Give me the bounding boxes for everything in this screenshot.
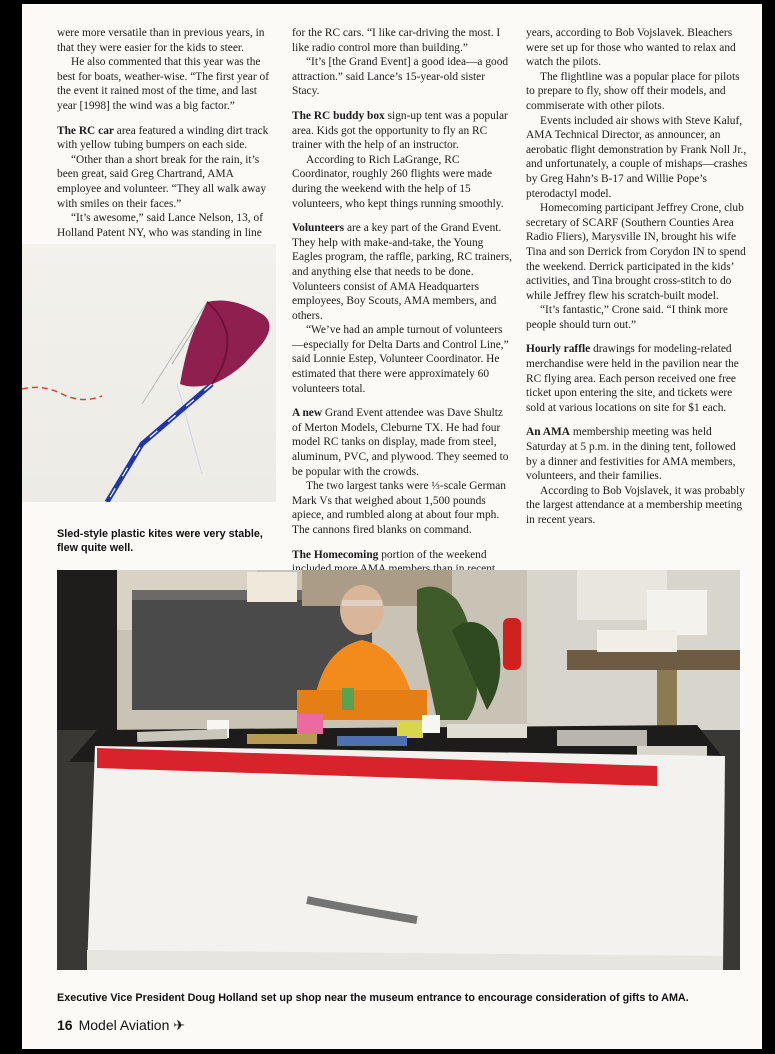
paragraph: years, according to Bob Vojslavek. Bleachers were set up for those who wanted to relax and watch the pilots. bbox=[526, 27, 736, 69]
paragraph: The RC car area featured a winding dirt track with yellow tubing bumpers on each side. bbox=[57, 124, 269, 152]
paragraph: The RC buddy box sign-up tent was a popular area. Kids got the opportunity to fly an RC trainer with the help of an instructor. bbox=[292, 109, 508, 152]
paragraph: The flightline was a popular place for pilots to prepare to fly, show off their models, and commiserate with other pilots. bbox=[526, 70, 740, 112]
paragraph-lead-in: The RC car bbox=[57, 124, 114, 137]
paragraph: According to Bob Vojslavek, it was probably the largest attendance at a membership meeting in recent years. bbox=[526, 484, 745, 526]
paragraph: According to Rich LaGrange, RC Coordinator, roughly 260 flights were made during the weekend with the help of 15 volunteers, who kept things running smoothly. bbox=[292, 153, 504, 210]
magazine-page bbox=[22, 4, 762, 1049]
paragraph-lead-in: The RC buddy box bbox=[292, 109, 385, 122]
paragraph-lead-in: A new bbox=[292, 407, 323, 420]
paragraph: “We’ve had an ample turnout of volunteers—especially for Delta Darts and Control Line,” said Lonnie Estep, Volunteer Coordinator. He estimated that there were approximately 60 volunteers total. bbox=[292, 324, 509, 395]
photo-scene bbox=[57, 570, 740, 970]
paragraph: An AMA membership meeting was held Saturday at 5 p.m. in the dining tent, followed by a dinner and festivities for AMA members, volunteers, and their families. bbox=[526, 426, 736, 483]
paragraph: A new Grand Event attendee was Dave Shultz of Merton Models, Cleburne TX. He had four model RC tanks on display, made from steel, aluminum, PVC, and plywood. They seemed to be popular with the crowds. bbox=[292, 407, 509, 478]
planned-giving-photo bbox=[57, 570, 740, 970]
paragraph: Hourly raffle drawings for modeling-related merchandise were held in the pavilion near the RC flying area. Each person received one free ticket upon entering the site, and tickets were sold at various locations on site for $1 each. bbox=[526, 343, 739, 414]
article-column-2 bbox=[292, 26, 512, 577]
paragraph-lead-in: An AMA bbox=[526, 426, 570, 439]
paragraph: Events included air shows with Steve Kaluf, AMA Technical Director, as announcer, an aerobatic flight demonstration by Frank Noll Jr., and unfortunately, a couple of mishaps—crashes by Greg Hahn’s B-17 and Willie Pope’s pterodactyl model. bbox=[526, 114, 748, 200]
article-column-1 bbox=[57, 26, 277, 240]
paragraph: “It’s [the Grand Event] a good idea—a good attraction.” said Lance’s 15-year-old sister Stacy. bbox=[292, 56, 509, 98]
page-number: 16 bbox=[57, 1017, 73, 1033]
paragraph-lead-in: Volunteers bbox=[292, 222, 345, 235]
kite-photo bbox=[22, 244, 276, 502]
paragraph: were more versatile than in previous years, in that they were easier for the kids to steer. bbox=[57, 27, 265, 54]
paragraph: Homecoming participant Jeffrey Crone, club secretary of SCARF (Southern Counties Area Radio Fliers), Marysville IN, brought his wife Tina and son Derrick from Corydon IN to spend the weekend. Derrick participated in the kids’ activities, and Tina brought cross-stitch to do while Jeffrey flew his scratch-built model. bbox=[526, 202, 746, 302]
airplane-icon: ✈ bbox=[173, 1017, 186, 1033]
paragraph: The two largest tanks were ⅓-scale German Mark Vs that weighed about 1,500 pounds apiece, and rumbled along at about four mph. The cannons fired blanks on command. bbox=[292, 480, 506, 536]
paragraph-lead-in: The Homecoming bbox=[292, 548, 379, 561]
paragraph: He also commented that this year was the best for boats, weather-wise. “The first year of the event it rained most of the time, and last year [1998] the wind was a big factor.” bbox=[57, 56, 269, 112]
magazine-name: Model Aviation bbox=[78, 1017, 170, 1033]
main-photo-caption: Executive Vice President Doug Holland set up shop near the museum entrance to encourage consideration of gifts to AMA. bbox=[57, 992, 689, 1004]
paragraph: “It’s awesome,” said Lance Nelson, 13, of Holland Patent NY, who was standing in line bbox=[57, 212, 263, 239]
paragraph: “It’s fantastic,” Crone said. “I think more people should turn out.” bbox=[526, 304, 728, 331]
kite-photo-caption: Sled-style plastic kites were very stable, flew quite well. bbox=[57, 528, 263, 554]
paragraph: The Homecoming portion of the weekend bbox=[292, 548, 487, 561]
paragraph: Volunteers are a key part of the Grand Event. They help with make-and-take, the Young Eagles program, the raffle, parking, RC trainers, and anything else that needs to be done. Volunteers consist of AMA Headquarters employees, Boy Scouts, AMA members, and others. bbox=[292, 222, 512, 322]
paragraph: “Other than a short break for the rain, it’s been great, said Greg Chartrand, AMA employee and volunteer. “They all walk away with smiles on their faces.” bbox=[57, 153, 267, 210]
kite-illustration bbox=[22, 244, 276, 502]
paragraph: for the RC cars. “I like car-driving the most. I like radio control more than building.” bbox=[292, 27, 501, 54]
page-footer bbox=[57, 1017, 185, 1034]
article-column-3 bbox=[526, 26, 748, 528]
paragraph-lead-in: Hourly raffle bbox=[526, 343, 591, 356]
